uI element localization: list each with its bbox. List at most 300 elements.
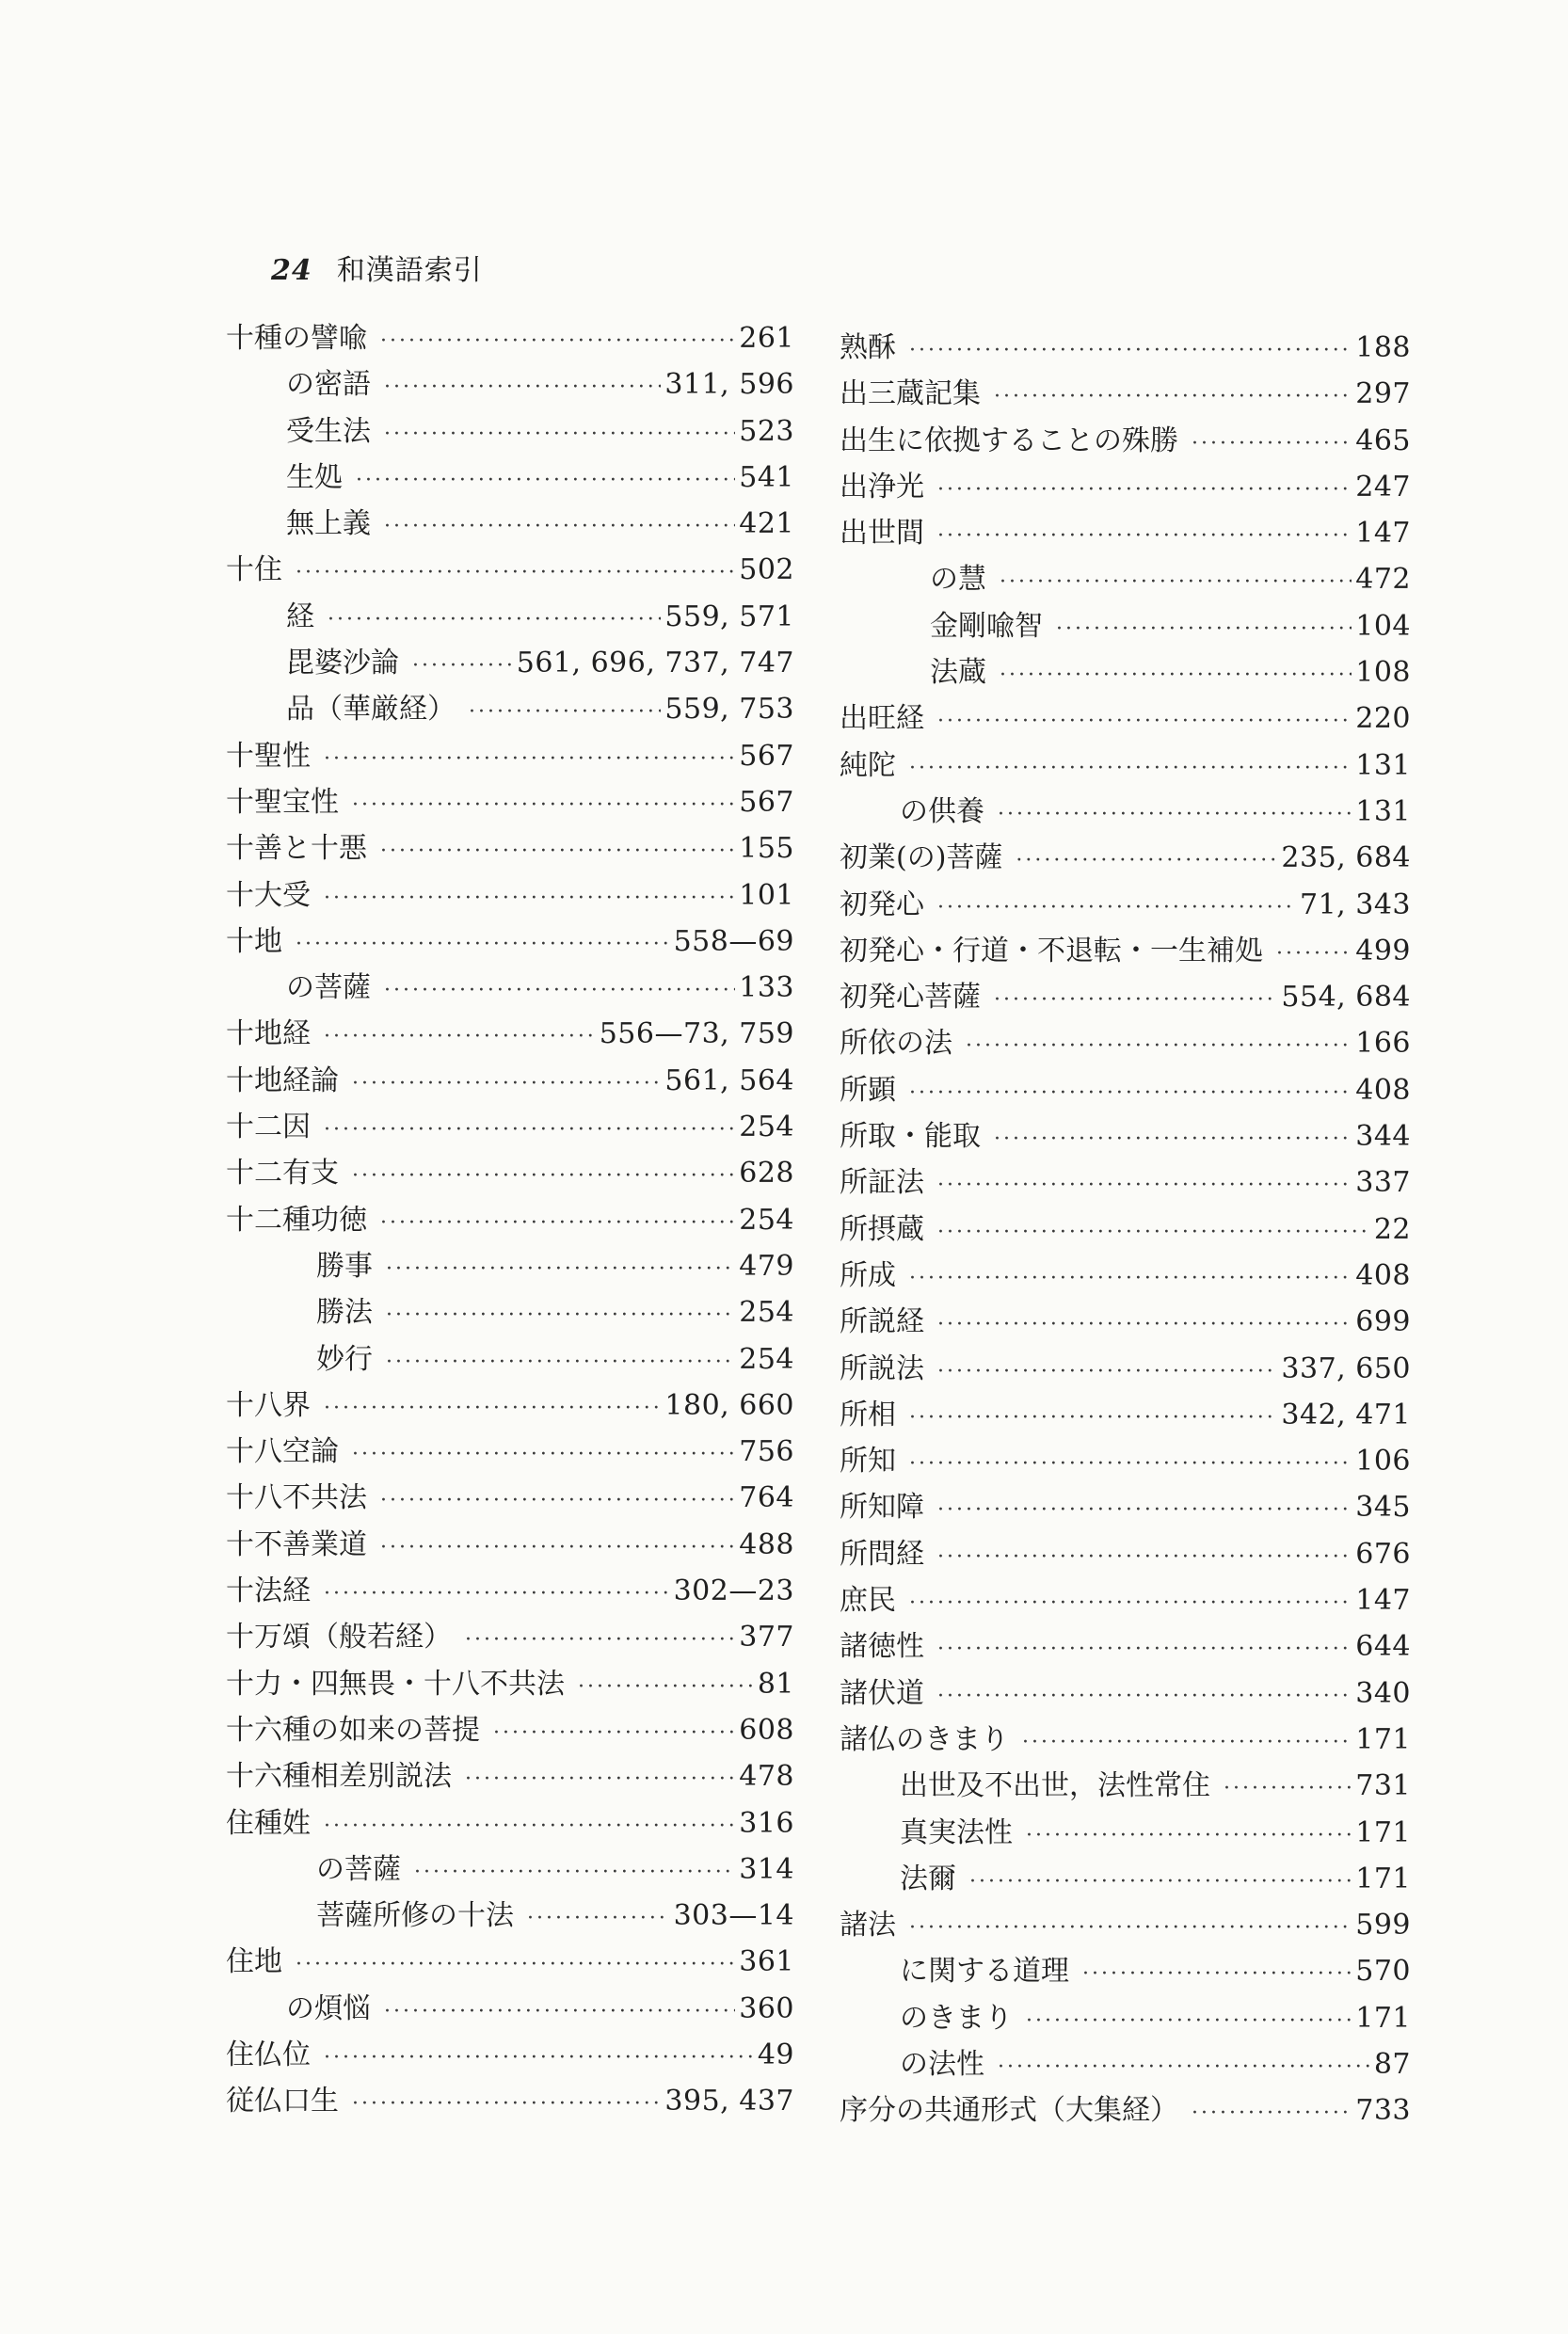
page-reference: 488 xyxy=(739,1527,794,1561)
dot-leader xyxy=(324,1025,596,1048)
page-reference: 133 xyxy=(739,971,794,1005)
index-term: 十二種功徳 xyxy=(226,1203,367,1237)
page-reference: 478 xyxy=(739,1760,794,1794)
index-term: 十不善業道 xyxy=(226,1527,367,1561)
page-reference: 303—14 xyxy=(673,1899,794,1933)
index-term: 十種の譬喩 xyxy=(226,322,367,355)
page-reference: 254 xyxy=(739,1342,794,1376)
page-reference: 731 xyxy=(1355,1769,1411,1803)
index-term: 法蔵 xyxy=(930,656,986,690)
page-reference: 395, 437 xyxy=(664,2085,794,2118)
index-term: 住地 xyxy=(226,1945,282,1979)
index-entry xyxy=(226,1335,794,1382)
index-entry xyxy=(226,1613,794,1659)
index-entry xyxy=(840,695,1411,741)
index-entry xyxy=(226,1799,794,1846)
page-reference: 235, 684 xyxy=(1281,841,1411,875)
index-term: 無上義 xyxy=(286,507,371,541)
index-entry xyxy=(226,2031,794,2077)
dot-leader xyxy=(909,757,1352,780)
page-reference: 608 xyxy=(739,1713,794,1747)
page-reference: 408 xyxy=(1355,1073,1411,1107)
index-term: 法爾 xyxy=(900,1862,956,1895)
page-reference: 104 xyxy=(1355,609,1411,643)
page-reference: 171 xyxy=(1355,1862,1411,1895)
page-reference: 87 xyxy=(1373,2047,1411,2081)
index-term: 十六種相差別説法 xyxy=(226,1760,452,1794)
index-term: 初業(の)菩薩 xyxy=(840,841,1003,875)
index-term: 十二因 xyxy=(226,1111,311,1144)
index-term: 妙行 xyxy=(316,1342,373,1376)
index-term: 住種姓 xyxy=(226,1806,311,1840)
page-reference: 523 xyxy=(739,414,794,448)
index-entry xyxy=(840,324,1411,370)
page-reference: 567 xyxy=(739,785,794,819)
dot-leader xyxy=(384,2000,735,2023)
page-reference: 302—23 xyxy=(673,1575,794,1608)
index-entry xyxy=(226,1938,794,1984)
index-entry xyxy=(226,546,794,592)
index-term: 出世及不出世，法性常住 xyxy=(900,1769,1210,1803)
dot-leader xyxy=(1022,1731,1352,1754)
index-entry xyxy=(840,2040,1411,2086)
index-term: 出三蔵記集 xyxy=(840,377,981,411)
page-reference: 479 xyxy=(739,1249,794,1283)
dot-leader xyxy=(384,979,735,1002)
dot-leader xyxy=(1056,617,1352,641)
index-term: 初発心菩薩 xyxy=(840,981,981,1015)
dot-leader xyxy=(909,339,1352,362)
dot-leader xyxy=(1026,2009,1352,2033)
index-term: 所説経 xyxy=(840,1305,924,1339)
index-entry xyxy=(226,1752,794,1798)
index-entry xyxy=(840,1159,1411,1205)
index-term: 庶民 xyxy=(840,1584,896,1618)
index-entry xyxy=(840,1252,1411,1298)
dot-leader xyxy=(909,1406,1277,1430)
index-entry xyxy=(226,360,794,407)
dot-leader xyxy=(937,524,1352,548)
index-column-right xyxy=(840,324,1411,2134)
dot-leader xyxy=(384,423,735,446)
page-reference: 502 xyxy=(739,553,794,587)
page-reference: 220 xyxy=(1355,702,1411,736)
index-entry xyxy=(226,1010,794,1056)
index-entry xyxy=(226,1196,794,1242)
index-term: 勝法 xyxy=(316,1296,373,1330)
index-entry xyxy=(840,1345,1411,1391)
dot-leader xyxy=(352,793,735,817)
page-reference: 254 xyxy=(739,1111,794,1144)
page-reference: 108 xyxy=(1355,656,1411,690)
index-term: 十大受 xyxy=(226,878,311,912)
dot-leader xyxy=(527,1907,670,1930)
index-entry xyxy=(226,1660,794,1706)
dot-leader xyxy=(1016,849,1277,872)
index-entry xyxy=(226,593,794,639)
index-term: の慧 xyxy=(930,563,986,597)
dot-leader xyxy=(1026,1824,1352,1847)
dot-leader xyxy=(937,1313,1352,1336)
page-reference: 756 xyxy=(739,1435,794,1469)
dot-leader xyxy=(909,1591,1352,1615)
index-entry xyxy=(226,685,794,731)
index-term: 序分の共通形式（大集経） xyxy=(840,2094,1178,2128)
page-reference: 106 xyxy=(1355,1445,1411,1479)
index-entry xyxy=(840,1901,1411,1947)
index-entry xyxy=(840,1483,1411,1529)
index-term: 金剛喩智 xyxy=(930,609,1043,643)
index-term: 十八不共法 xyxy=(226,1481,367,1515)
page-reference: 676 xyxy=(1355,1537,1411,1571)
index-term: 出旺経 xyxy=(840,702,924,736)
dot-leader xyxy=(324,887,735,910)
index-entry xyxy=(226,824,794,871)
page-reference: 49 xyxy=(757,2038,794,2071)
page-reference: 166 xyxy=(1355,1027,1411,1061)
page-reference: 337, 650 xyxy=(1281,1351,1411,1385)
page-reference: 254 xyxy=(739,1296,794,1330)
page-reference: 180, 660 xyxy=(664,1388,794,1422)
index-entry xyxy=(226,1985,794,2031)
index-entry xyxy=(840,742,1411,788)
dot-leader xyxy=(909,1081,1352,1105)
page-reference: 131 xyxy=(1355,748,1411,782)
index-entry xyxy=(226,1288,794,1335)
index-entry xyxy=(226,2077,794,2123)
dot-leader xyxy=(937,1498,1352,1522)
page-reference: 344 xyxy=(1355,1120,1411,1154)
index-term: 所取・能取 xyxy=(840,1120,981,1154)
index-entry xyxy=(226,314,794,360)
dot-leader xyxy=(1000,570,1352,594)
index-term: 真実法性 xyxy=(900,1815,1013,1849)
dot-leader xyxy=(324,1814,735,1838)
dot-leader xyxy=(966,1034,1352,1058)
page-reference: 499 xyxy=(1355,934,1411,967)
dot-leader xyxy=(937,1685,1352,1708)
dot-leader xyxy=(994,385,1352,408)
index-term: 出生に依拠することの殊勝 xyxy=(840,424,1178,457)
index-term: 十万頌（般若経） xyxy=(226,1621,452,1655)
index-term: の密語 xyxy=(286,368,371,402)
dot-leader xyxy=(324,2046,754,2070)
index-entry xyxy=(840,1994,1411,2040)
dot-leader xyxy=(937,1174,1352,1197)
dot-leader xyxy=(465,1628,735,1652)
dot-leader xyxy=(296,561,735,584)
index-term: 受生法 xyxy=(286,414,371,448)
dot-leader xyxy=(356,469,735,492)
index-term: 住仏位 xyxy=(226,2038,311,2071)
index-entry xyxy=(226,1846,794,1892)
index-entry xyxy=(226,778,794,824)
index-term: 十住 xyxy=(226,553,282,587)
page-reference: 311, 596 xyxy=(664,368,794,402)
index-term: 所成 xyxy=(840,1258,896,1292)
dot-leader xyxy=(412,654,513,678)
dot-leader xyxy=(352,2092,661,2116)
index-entry xyxy=(840,1019,1411,1065)
index-term: 十八界 xyxy=(226,1388,311,1422)
index-entry xyxy=(840,1947,1411,1993)
page-reference: 570 xyxy=(1355,1955,1411,1989)
index-entry xyxy=(840,1716,1411,1762)
index-term: 所説法 xyxy=(840,1351,924,1385)
dot-leader xyxy=(324,747,735,771)
index-term: 十善と十悪 xyxy=(226,832,367,866)
page-reference: 599 xyxy=(1355,1909,1411,1942)
page-reference: 733 xyxy=(1355,2094,1411,2128)
page-reference: 247 xyxy=(1355,470,1411,504)
index-term: 所問経 xyxy=(840,1537,924,1571)
index-entry xyxy=(226,500,794,546)
page-reference: 345 xyxy=(1355,1491,1411,1525)
index-entry xyxy=(840,1530,1411,1576)
index-term: 出世間 xyxy=(840,517,924,551)
index-entry xyxy=(840,1206,1411,1252)
page-reference: 171 xyxy=(1355,2001,1411,2035)
index-column-left xyxy=(226,314,794,2124)
index-term: 十地経 xyxy=(226,1017,311,1051)
index-term: 経 xyxy=(286,599,314,633)
dot-leader xyxy=(380,839,735,863)
page-reference: 465 xyxy=(1355,424,1411,457)
index-entry xyxy=(840,1437,1411,1483)
index-entry xyxy=(226,1103,794,1149)
index-entry xyxy=(226,639,794,685)
page-reference: 171 xyxy=(1355,1722,1411,1756)
dot-leader xyxy=(1082,1962,1352,1986)
index-entry xyxy=(840,1298,1411,1344)
dot-leader xyxy=(352,1443,735,1466)
index-entry xyxy=(840,1112,1411,1159)
dot-leader xyxy=(324,1118,735,1142)
page-title: 和漢語索引 xyxy=(336,254,483,287)
index-entry xyxy=(840,1762,1411,1808)
dot-leader xyxy=(937,710,1352,733)
page-reference: 147 xyxy=(1355,517,1411,551)
dot-leader xyxy=(328,608,661,631)
dot-leader xyxy=(380,329,735,353)
dot-leader xyxy=(937,1638,1352,1661)
index-term: 所証法 xyxy=(840,1166,924,1200)
page-reference: 254 xyxy=(739,1203,794,1237)
index-entry xyxy=(840,788,1411,834)
dot-leader xyxy=(380,1211,735,1235)
index-term: 所相 xyxy=(840,1398,896,1431)
index-term: 出浄光 xyxy=(840,470,924,504)
dot-leader xyxy=(324,1397,661,1420)
dot-leader xyxy=(465,1767,735,1791)
index-term: 諸徳性 xyxy=(840,1630,924,1664)
index-term: 所摂蔵 xyxy=(840,1212,924,1246)
dot-leader xyxy=(937,1360,1277,1383)
index-term: 十二有支 xyxy=(226,1157,339,1191)
index-entry xyxy=(226,1382,794,1428)
index-term: 従仏口生 xyxy=(226,2085,339,2118)
index-term: 十聖宝性 xyxy=(226,785,339,819)
index-term: 十地 xyxy=(226,924,282,958)
index-entry xyxy=(840,1855,1411,1901)
dot-leader xyxy=(493,1721,735,1745)
index-term: 十力・四無畏・十八不共法 xyxy=(226,1667,565,1701)
index-term: 生処 xyxy=(286,460,343,494)
dot-leader xyxy=(1224,1777,1352,1800)
index-entry xyxy=(840,1066,1411,1112)
dot-leader xyxy=(909,1267,1352,1290)
page-number: 24 xyxy=(271,254,312,287)
index-term: 所知 xyxy=(840,1445,896,1479)
page-reference: 81 xyxy=(757,1667,794,1701)
page-reference: 22 xyxy=(1373,1212,1411,1246)
index-term: のきまり xyxy=(900,2001,1013,2035)
index-entry xyxy=(840,1670,1411,1716)
page-reference: 377 xyxy=(739,1621,794,1655)
page-reference: 101 xyxy=(739,878,794,912)
index-term: 初発心・行道・不退転・一生補処 xyxy=(840,934,1263,967)
dot-leader xyxy=(937,478,1352,502)
index-term: 毘婆沙論 xyxy=(286,647,399,680)
index-entry xyxy=(226,918,794,964)
index-term: 十六種の如来の菩提 xyxy=(226,1713,480,1747)
page-reference: 764 xyxy=(739,1481,794,1515)
page-reference: 561, 564 xyxy=(664,1063,794,1097)
dot-leader xyxy=(578,1675,754,1699)
page-reference: 558—69 xyxy=(673,924,794,958)
page-reference: 556—73, 759 xyxy=(599,1017,794,1051)
index-entry xyxy=(226,1706,794,1752)
page-reference: 559, 571 xyxy=(664,599,794,633)
index-entry xyxy=(840,555,1411,601)
dot-leader xyxy=(380,1489,735,1512)
index-term: の供養 xyxy=(900,794,984,828)
index-entry xyxy=(226,1474,794,1520)
index-term: 諸仏のきまり xyxy=(840,1722,1009,1756)
index-entry xyxy=(840,509,1411,555)
dot-leader xyxy=(386,1257,735,1281)
index-entry xyxy=(226,1521,794,1567)
dot-leader xyxy=(386,1303,735,1327)
dot-leader xyxy=(352,1164,735,1188)
index-term: 初発心 xyxy=(840,887,924,921)
dot-leader xyxy=(296,933,670,956)
index-entry xyxy=(840,1623,1411,1669)
dot-leader xyxy=(1276,942,1352,966)
index-term: 品（華厳経） xyxy=(286,693,456,727)
page-reference: 155 xyxy=(739,832,794,866)
index-term: の煩悩 xyxy=(286,1991,371,2025)
dot-leader xyxy=(994,1127,1352,1151)
dot-leader xyxy=(414,1861,735,1884)
page-reference: 147 xyxy=(1355,1584,1411,1618)
page-reference: 188 xyxy=(1355,331,1411,364)
page-reference: 360 xyxy=(739,1991,794,2025)
index-entry xyxy=(840,370,1411,416)
dot-leader xyxy=(384,515,735,538)
page-reference: 342, 471 xyxy=(1281,1398,1411,1431)
index-entry xyxy=(840,1576,1411,1623)
page-reference: 699 xyxy=(1355,1305,1411,1339)
index-term: 菩薩所修の十法 xyxy=(316,1899,514,1933)
dot-leader xyxy=(998,2055,1370,2079)
index-entry xyxy=(226,1057,794,1103)
page-reference: 554, 684 xyxy=(1281,981,1411,1015)
page-reference: 628 xyxy=(739,1157,794,1191)
page-reference: 316 xyxy=(739,1806,794,1840)
page-reference: 472 xyxy=(1355,563,1411,597)
index-term: 所依の法 xyxy=(840,1027,952,1061)
index-entry xyxy=(226,964,794,1010)
index-term: 熟酥 xyxy=(840,331,896,364)
page-reference: 361 xyxy=(739,1945,794,1979)
dot-leader xyxy=(909,1916,1352,1940)
page-reference: 171 xyxy=(1355,1815,1411,1849)
dot-leader xyxy=(1192,2102,1352,2125)
dot-leader xyxy=(1192,432,1352,456)
page-reference: 71, 343 xyxy=(1299,887,1411,921)
index-entry xyxy=(226,1892,794,1938)
index-term: 諸伏道 xyxy=(840,1676,924,1710)
index-term: 諸法 xyxy=(840,1909,896,1942)
page-reference: 297 xyxy=(1355,377,1411,411)
dot-leader xyxy=(1000,663,1352,687)
dot-leader xyxy=(386,1351,735,1374)
index-term: の法性 xyxy=(900,2047,984,2081)
index-entry xyxy=(840,1391,1411,1437)
index-term: の菩薩 xyxy=(286,971,371,1005)
dot-leader xyxy=(324,1582,670,1606)
index-term: 十聖性 xyxy=(226,739,311,773)
page-reference: 644 xyxy=(1355,1630,1411,1664)
index-entry xyxy=(226,408,794,454)
index-term: 勝事 xyxy=(316,1249,373,1283)
index-term: 十八空論 xyxy=(226,1435,339,1469)
dot-leader xyxy=(994,988,1277,1012)
index-entry xyxy=(840,927,1411,973)
index-term: 純陀 xyxy=(840,748,896,782)
dot-leader xyxy=(937,1545,1352,1569)
index-entry xyxy=(226,732,794,778)
index-term: 所知障 xyxy=(840,1491,924,1525)
dot-leader xyxy=(937,1221,1370,1244)
dot-leader xyxy=(296,1953,735,1976)
index-entry xyxy=(226,1149,794,1195)
index-entry xyxy=(840,973,1411,1019)
index-entry xyxy=(840,602,1411,648)
index-entry xyxy=(226,454,794,500)
index-term: 所顕 xyxy=(840,1073,896,1107)
dot-leader xyxy=(909,1452,1352,1476)
index-entry xyxy=(226,1428,794,1474)
page-reference: 408 xyxy=(1355,1258,1411,1292)
index-entry xyxy=(840,881,1411,927)
dot-leader xyxy=(384,376,661,399)
index-entry xyxy=(840,463,1411,509)
dot-leader xyxy=(380,1536,735,1559)
page-reference: 559, 753 xyxy=(664,693,794,727)
index-term: 十法経 xyxy=(226,1575,311,1608)
index-entry xyxy=(840,834,1411,880)
index-term: 十地経論 xyxy=(226,1063,339,1097)
page-reference: 131 xyxy=(1355,794,1411,828)
index-entry xyxy=(226,1242,794,1288)
page-reference: 340 xyxy=(1355,1676,1411,1710)
index-term: の菩薩 xyxy=(316,1852,401,1886)
page-reference: 314 xyxy=(739,1852,794,1886)
index-entry xyxy=(840,2086,1411,2133)
page-reference: 421 xyxy=(739,507,794,541)
